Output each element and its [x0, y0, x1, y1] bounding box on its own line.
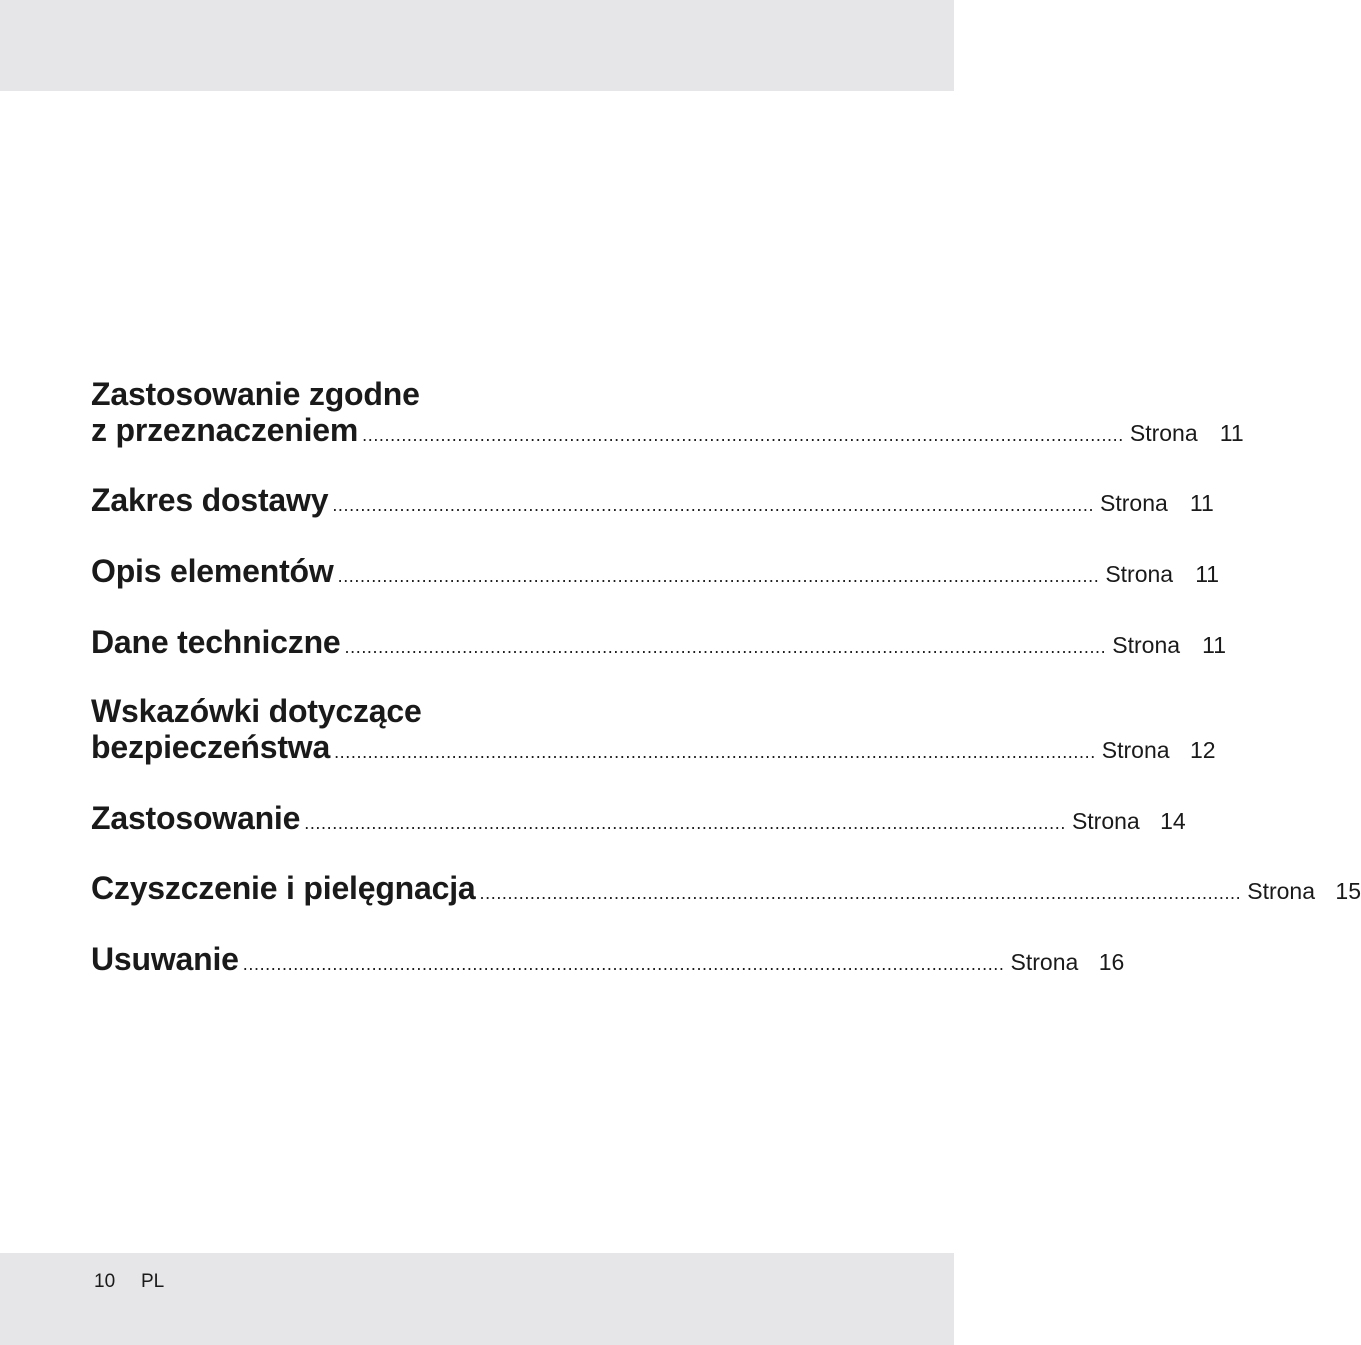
toc-page-label: Strona — [1247, 878, 1316, 904]
footer-band — [0, 1253, 954, 1345]
toc-page-number: 11 — [1189, 490, 1214, 516]
toc-page-label: Strona — [1105, 561, 1174, 587]
toc-page-number: 16 — [1098, 949, 1125, 975]
toc-entry-safety-notes[interactable] — [91, 693, 1216, 765]
toc-page-number: 11 — [1195, 561, 1220, 587]
toc-entry-title: Usuwanie — [91, 941, 239, 977]
toc-page-label: Strona — [1129, 420, 1198, 446]
toc-page-number: 11 — [1202, 632, 1227, 658]
toc-entry-intended-use[interactable] — [91, 376, 1244, 448]
toc-page-number: 15 — [1335, 878, 1361, 904]
dot-leader: ........................................................................................................................................ — [332, 495, 1095, 515]
toc-page-label: Strona — [1101, 737, 1170, 763]
toc-entry-technical-data[interactable] — [91, 624, 1227, 660]
toc-page-label: Strona — [1112, 632, 1181, 658]
dot-leader: ........................................................................................................................................ — [337, 566, 1100, 586]
toc-entry-title: z przeznaczeniem — [91, 412, 359, 448]
toc-entry-scope-of-delivery[interactable] — [91, 482, 1214, 518]
toc-entry-parts-description[interactable] — [91, 553, 1220, 589]
toc-entry-title: Zastosowanie — [91, 800, 301, 836]
toc-entry-title: Czyszczenie i pielęgnacja — [91, 870, 476, 906]
dot-leader: ........................................................................................................................................ — [362, 425, 1124, 445]
toc-page-number: 11 — [1219, 420, 1244, 446]
toc-entry-disposal[interactable] — [91, 941, 1125, 977]
toc-entry-title: Zakres dostawy — [91, 482, 329, 518]
toc-page-number: 12 — [1189, 737, 1216, 763]
footer-page-number: 10 — [94, 1271, 116, 1292]
dot-leader: ........................................................................................................................................ — [304, 813, 1066, 833]
dot-leader: ........................................................................................................................................ — [334, 742, 1096, 762]
toc-entry-cleaning-care[interactable] — [91, 870, 1361, 906]
dot-leader: ........................................................................................................................................ — [479, 883, 1242, 903]
header-band — [0, 0, 954, 91]
toc-entry-title: Dane techniczne — [91, 624, 341, 660]
toc-entry-title: Opis elementów — [91, 553, 334, 589]
dot-leader: ........................................................................................................................................ — [242, 954, 1005, 974]
toc-page-number: 14 — [1160, 808, 1186, 834]
toc-entry-title-line1: Wskazówki dotyczące — [91, 693, 422, 729]
toc-entry-title: bezpieczeństwa — [91, 729, 331, 765]
footer-language: PL — [141, 1271, 165, 1292]
toc-page-label: Strona — [1071, 808, 1140, 834]
toc-entry-title-line1: Zastosowanie zgodne — [91, 376, 420, 412]
dot-leader: ........................................................................................................................................ — [344, 637, 1107, 657]
toc-entry-usage[interactable] — [91, 800, 1186, 836]
toc-page-label: Strona — [1100, 490, 1168, 516]
toc-page-label: Strona — [1010, 949, 1079, 975]
